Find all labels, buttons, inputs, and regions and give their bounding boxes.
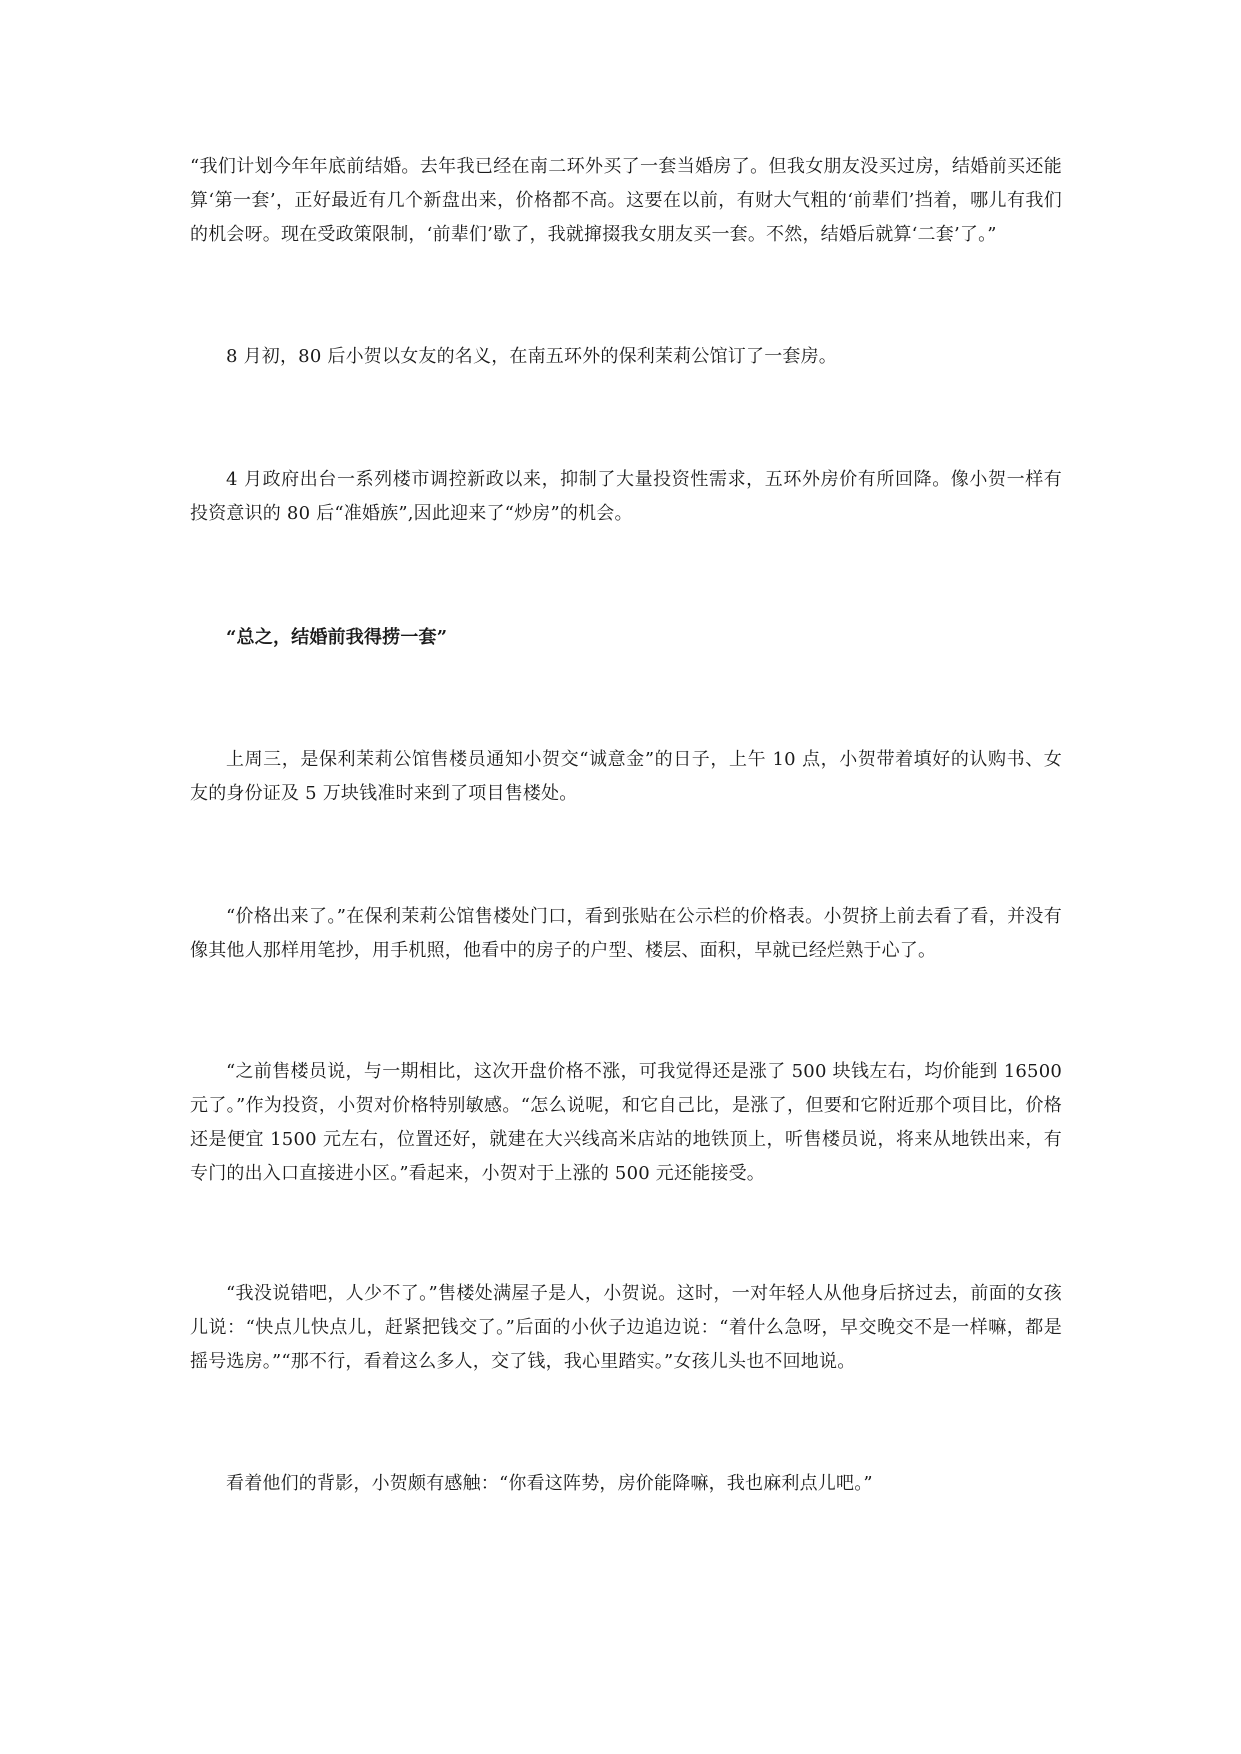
paragraph-august-order: 8 月初，80 后小贺以女友的名义，在南五环外的保利茉莉公馆订了一套房。	[226, 346, 837, 367]
paragraph-price-analysis: “之前售楼员说，与一期相比，这次开盘价格不涨，可我觉得还是涨了 500 块钱左右，均价能到 16500 元了。”作为投资，小贺对价格特别敏感。“怎么说呢，和它自己比，是涨了，但要和它附近那个项目比，价格还是便宜 1500 元左右，位置还好，就建在大兴线高米店站的地铁顶上，听售楼员说，将来从地铁出来，有专门的出入口直接进小区。”看起来，小贺对于上涨的 500 元还能接受。	[190, 1061, 1062, 1184]
paragraph-closing-remark: 看着他们的背影，小贺颇有感触：“你看这阵势，房价能降嘛，我也麻利点儿吧。”	[226, 1473, 873, 1494]
section-heading: “总之，结婚前我得捞一套”	[226, 627, 448, 648]
paragraph-crowd-scene: “我没说错吧，人少不了。”售楼处满屋子是人，小贺说。这时，一对年轻人从他身后挤过去，前面的女孩儿说：“快点儿快点儿，赶紧把钱交了。”后面的小伙子边追边说：“着什么急呀，早交晚交不是一样嘛，都是摇号选房。”“那不行，看着这么多人，交了钱，我心里踏实。”女孩儿头也不回地说。	[190, 1283, 1062, 1372]
paragraph-price-list: “价格出来了。”在保利茉莉公馆售楼处门口，看到张贴在公示栏的价格表。小贺挤上前去看了看，并没有像其他人那样用笔抄，用手机照，他看中的房子的户型、楼层、面积，早就已经烂熟于心了。	[190, 906, 1062, 961]
paragraph-policy-context: 4 月政府出台一系列楼市调控新政以来，抑制了大量投资性需求，五环外房价有所回降。像小贺一样有投资意识的 80 后“准婚族”,因此迎来了“炒房”的机会。	[190, 469, 1062, 524]
paragraph-deposit-day: 上周三，是保利茉莉公馆售楼员通知小贺交“诚意金”的日子，上午 10 点，小贺带着填好的认购书、女友的身份证及 5 万块钱准时来到了项目售楼处。	[190, 749, 1062, 804]
paragraph-opening-quote: “我们计划今年年底前结婚。去年我已经在南二环外买了一套当婚房了。但我女朋友没买过房，结婚前买还能算‘第一套’，正好最近有几个新盘出来，价格都不高。这要在以前，有财大气粗的‘前辈们’挡着，哪儿有我们的机会呀。现在受政策限制，‘前辈们’歇了，我就撺掇我女朋友买一套。不然，结婚后就算‘二套’了。”	[190, 156, 1062, 245]
